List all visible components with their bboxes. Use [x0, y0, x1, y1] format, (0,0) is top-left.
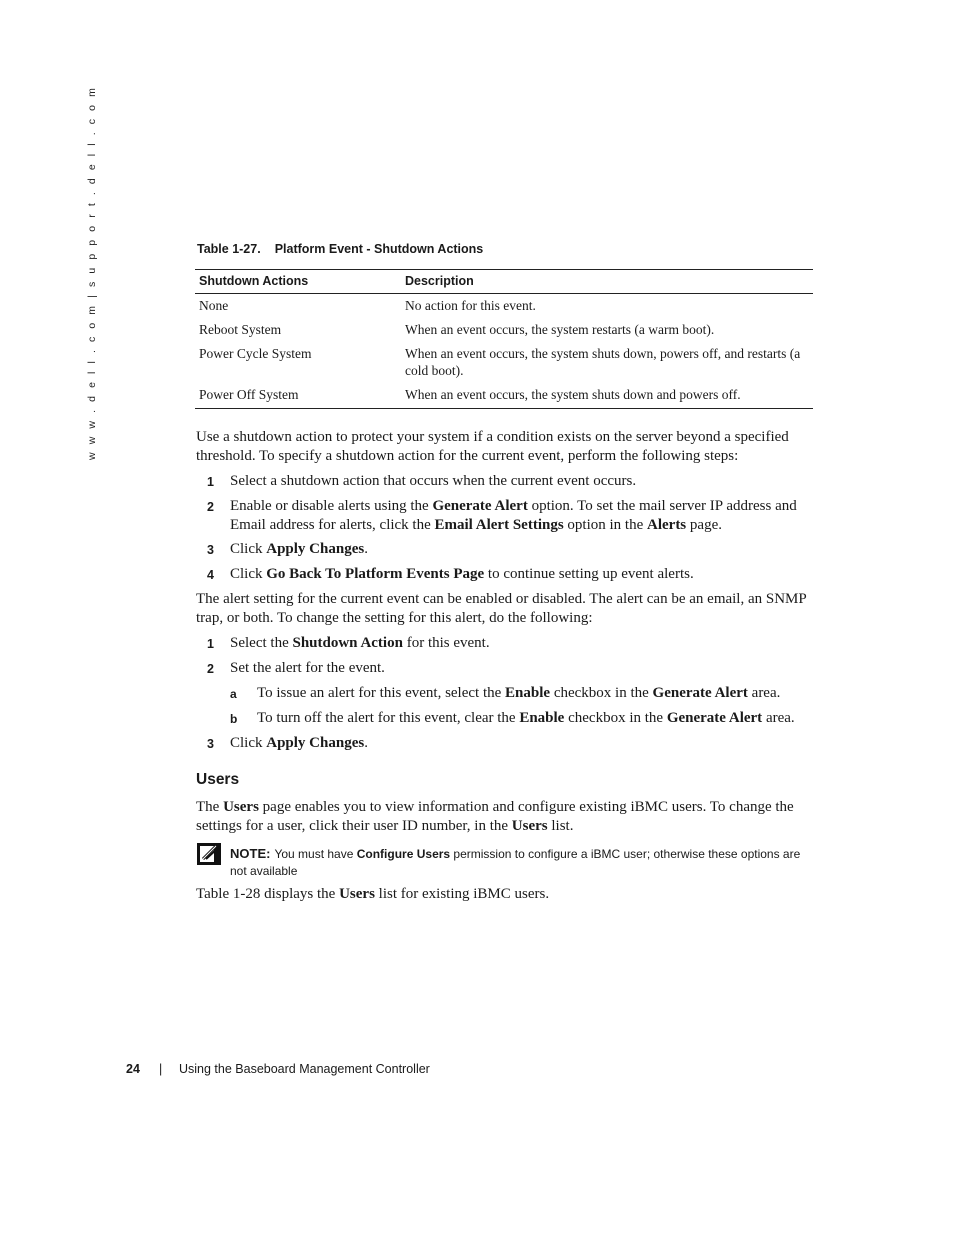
note-label: NOTE: [230, 846, 271, 861]
users-paragraph: The Users page enables you to view information and configure existing iBMC users. To change the settings for a user, click their user ID number, in the Users list. [196, 799, 794, 834]
table-row [195, 294, 813, 319]
step-item [196, 472, 816, 491]
page-footer [126, 1062, 430, 1076]
table-row [195, 318, 813, 342]
intro-paragraph: Use a shutdown action to protect your system if a condition exists on the server beyond a specified threshold. To specify a shutdown action for the current event, perform the following steps: [196, 429, 789, 464]
step-item [196, 659, 816, 678]
step-text: Click Go Back To Platform Events Page to continue setting up event alerts. [230, 566, 694, 582]
step-number: 2 [207, 662, 214, 676]
substep-item [196, 684, 816, 703]
table-cell: No action for this event. [405, 298, 536, 313]
page-number: 24 [126, 1062, 140, 1076]
step-item [196, 634, 816, 653]
column-header: Description [401, 270, 813, 294]
substep-text: To turn off the alert for this event, clear the Enable checkbox in the Generate Alert area. [257, 710, 795, 726]
table-cell: None [199, 298, 229, 313]
step-number: 3 [207, 543, 214, 557]
table-cell: Power Off System [195, 383, 401, 409]
table-row [195, 383, 813, 409]
table-cell: When an event occurs, the system restarts (a warm boot). [405, 322, 715, 337]
users-heading: Users [196, 771, 240, 788]
substep-letter: a [230, 687, 237, 701]
step-number: 3 [207, 737, 214, 751]
step-text: Click Apply Changes. [230, 735, 368, 751]
table-row [195, 342, 813, 383]
step-text: Click Apply Changes. [230, 541, 368, 557]
footer-chapter-title: Using the Baseboard Management Controller [179, 1062, 430, 1076]
table-cell: When an event occurs, the system shuts down, powers off, and restarts (a cold boot). [405, 346, 801, 378]
table-cell: When an event occurs, the system shuts down and powers off. [401, 383, 813, 409]
step-text: Select the Shutdown Action for this event. [230, 635, 490, 651]
table-header-row [195, 270, 813, 294]
table-cell: Power Cycle System [199, 346, 312, 361]
substep-letter: b [230, 712, 238, 726]
substep-item [196, 709, 816, 728]
footer-separator: | [159, 1062, 163, 1076]
step-item [196, 497, 816, 535]
step-text: Select a shutdown action that occurs when the current event occurs. [230, 473, 637, 489]
step-item [196, 734, 816, 753]
step-number: 2 [207, 500, 214, 514]
alert-paragraph: The alert setting for the current event can be enabled or disabled. The alert can be an email, an SNMP trap, or both. To change the setting for this alert, do the following: [196, 591, 807, 626]
note-pencil-icon [197, 843, 221, 865]
note-text: NOTE: You must have Configure Users permission to configure a iBMC user; otherwise these options are not available [230, 846, 801, 878]
table-caption-number: Table 1-27. [197, 242, 261, 256]
step-number: 4 [207, 568, 214, 582]
step-number: 1 [207, 475, 214, 489]
column-header: Shutdown Actions [195, 270, 401, 294]
table-caption [197, 242, 483, 256]
step-text: Set the alert for the event. [230, 660, 385, 676]
step-item [196, 540, 816, 559]
table-cell: Reboot System [199, 322, 282, 337]
step-number: 1 [207, 637, 214, 651]
table-caption-title: Platform Event - Shutdown Actions [274, 242, 484, 256]
side-url-text: w w w . d e l l . c o m | s u p p o r t . d e l l . c o m [86, 85, 98, 460]
shutdown-actions-table [195, 269, 813, 409]
substep-text: To issue an alert for this event, select the Enable checkbox in the Generate Alert area. [257, 685, 781, 701]
table-ref-paragraph: Table 1-28 displays the Users list for existing iBMC users. [196, 886, 550, 902]
step-item [196, 565, 816, 584]
step-text: Enable or disable alerts using the Generate Alert option. To set the mail server IP address and Email address for alerts, click the Email Alert Settings option in the Alerts page. [230, 498, 797, 533]
